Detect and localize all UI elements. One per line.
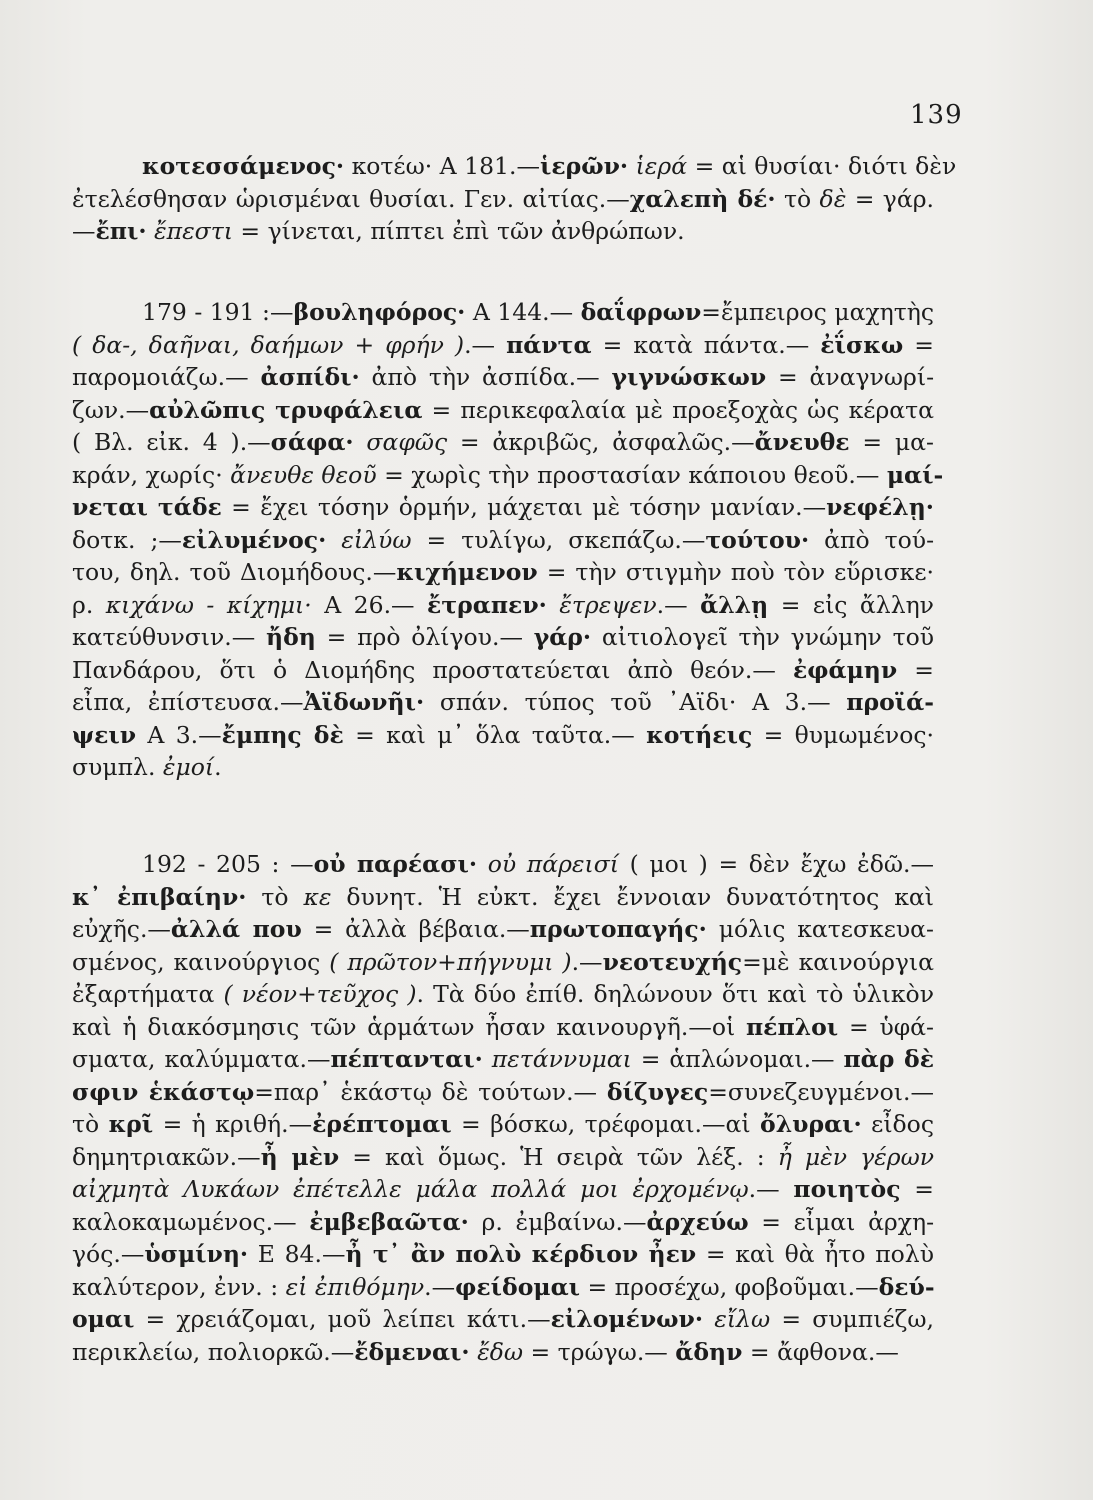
gloss-paragraph-2 [72, 296, 944, 784]
gloss-text: Α 26.— [311, 590, 428, 619]
headword: ποιητὸς [793, 1175, 901, 1203]
headword: Ἀϊδωνῆι· [303, 688, 425, 716]
italic-term: ἔπεστι [146, 217, 233, 245]
headword: ἦ μὲν [260, 1142, 340, 1171]
gloss-text: = [897, 655, 934, 684]
headword: δεύ- [878, 1272, 935, 1301]
text-line [72, 913, 934, 946]
headword: ἄλλῃ [700, 590, 769, 619]
gloss-text: ( Βλ. εἰκ. 4 ).— [72, 428, 271, 456]
gloss-text: παρομοιάζω.— [72, 363, 261, 391]
gloss-text: = περικεφαλαία μὲ προεξοχὰς ὡς κέρατα [422, 395, 935, 424]
gloss-text: = καὶ μ᾿ ὅλα ταῦτα.— [343, 720, 647, 749]
gloss-text: δημητριακῶν.— [72, 1142, 261, 1171]
headword: δίζυγες [606, 1077, 709, 1106]
gloss-text: ἐτελέσθησαν ὡρισμέναι θυσίαι. Γεν. αἰτίας.— [72, 184, 630, 213]
gloss-text: τὸ [775, 184, 820, 213]
gloss-text: Α 3.— [136, 720, 222, 749]
headword: γιγνώσκων [611, 363, 767, 391]
gloss-text: = ἔχει τόσην ὁρμήν, μάχεται μὲ τόσην μανίαν.— [221, 493, 827, 521]
headword: βουληφόρος· [293, 298, 466, 326]
text-line [72, 394, 934, 427]
gloss-text: .— [748, 1175, 794, 1203]
text-line [72, 1238, 934, 1271]
headword: ἐφάμην [792, 655, 898, 684]
italic-term: αἰχμητὰ Λυκάων ἐπέτελλε μάλα πολλά μοι ἐρχομένῳ [72, 1175, 749, 1203]
page-number: 139 [910, 100, 963, 130]
gloss-text: = ἀκριβῶς, ἀσφαλῶς.— [447, 428, 755, 456]
headword: νεφέλῃ· [826, 493, 934, 521]
text-line [72, 459, 944, 492]
text-line [72, 524, 934, 557]
gloss-text: περικλείω, πολιορκῶ.— [72, 1337, 355, 1366]
gloss-text: δοτκ. ;— [72, 525, 182, 554]
gloss-text: 192 - 205 : — [142, 850, 314, 878]
headword: τούτου· [705, 525, 810, 554]
italic-term: ( πρῶτον+πήγνυμι ) [329, 947, 572, 976]
text-line [72, 1303, 934, 1336]
headword: ἐμβεβαῶτα· [309, 1207, 469, 1236]
gloss-text: σπάν. τύπος τοῦ ᾿Αϊδι· Α 3.— [424, 688, 847, 716]
gloss-text: = καὶ ὅμως. Ἡ σειρὰ τῶν λέξ. : [339, 1142, 778, 1171]
gloss-text: = τρώγω.— [523, 1337, 676, 1366]
text-line [72, 296, 934, 329]
headword: ἔδμεναι· [354, 1337, 470, 1366]
gloss-text: =ἔμπειρος μαχητὴς [701, 298, 935, 326]
gloss-text: = γίνεται, πίπτει ἐπὶ τῶν ἀνθρώπων. [232, 217, 685, 245]
text-line [72, 361, 934, 394]
gloss-text: κράν, χωρίς· [72, 460, 231, 489]
gloss-text: = καὶ θὰ ἦτο πολὺ [696, 1240, 934, 1268]
gloss-text: γός.— [72, 1240, 145, 1268]
italic-term: κιχάνω - κίχημι· [105, 590, 312, 619]
gloss-text: = τυλίγω, σκεπάζω.— [411, 525, 706, 554]
gloss-text: = κατὰ πάντα.— [591, 330, 821, 359]
gloss-text: καλοκαμωμένος.— [72, 1207, 310, 1236]
gloss-text: ρ. ἐμβαίνω.— [468, 1207, 647, 1236]
headword: σάφα· [270, 428, 354, 456]
gloss-text: Α 144.— [465, 298, 581, 326]
gloss-text: = χρειάζομαι, μοῦ λείπει κάτι.— [134, 1305, 551, 1333]
headword: πέπτανται· [330, 1045, 483, 1073]
text-line [72, 719, 934, 752]
gloss-text: = εἶμαι ἀρχη- [748, 1207, 935, 1236]
gloss-text: = χωρὶς τὴν προστασίαν κάποιου θεοῦ.— [376, 460, 887, 489]
gloss-text: εἶπα, ἐπίστευσα.— [72, 688, 304, 716]
text-line [72, 215, 934, 248]
gloss-text: Πανδάρου, ὅτι ὁ Διομήδης προστατεύεται ἀπὸ θεόν.— [72, 655, 793, 684]
italic-term: δὲ [819, 184, 847, 213]
gloss-text: τὸ [72, 1110, 109, 1138]
gloss-text: Ε 84.— [248, 1240, 346, 1268]
italic-term: ἔτρεψεν [546, 590, 657, 619]
headword: ἄδην [675, 1337, 743, 1366]
headword: πρωτοπαγής· [529, 915, 707, 943]
gloss-text: = αἱ θυσίαι· διότι δὲν [687, 152, 957, 180]
headword: κοτεσσάμενος· [142, 152, 345, 180]
text-line [72, 329, 934, 362]
italic-term: σαφῶς [353, 428, 448, 456]
gloss-text: = πρὸ ὀλίγου.— [315, 623, 534, 651]
gloss-text: εἶδος [861, 1110, 934, 1138]
text-line [72, 1043, 934, 1076]
text-line [72, 556, 934, 589]
headword: ἀρχεύω [646, 1207, 749, 1236]
gloss-paragraph-1 [72, 150, 957, 248]
italic-term: ( νέον+τεῦχος ) [223, 980, 417, 1008]
gloss-text: αἰτιολογεῖ τὴν γνώμην τοῦ [591, 623, 934, 651]
text-line [72, 1141, 934, 1174]
headword: κοτήεις [646, 720, 753, 749]
gloss-text: .— [424, 1272, 456, 1301]
headword: νεοτευχής [602, 947, 743, 976]
gloss-text: = [900, 1175, 934, 1203]
headword: αὐλῶπις τρυφάλεια [149, 395, 423, 424]
text-line [72, 1271, 934, 1304]
headword: νεται τάδε [72, 493, 222, 521]
text-line [72, 426, 934, 459]
gloss-text: = τὴν στιγμὴν ποὺ τὸν εὕρισκε· [537, 558, 934, 586]
gloss-text: = ἡ κριθή.— [153, 1110, 313, 1138]
gloss-text: = θυμωμένος· [752, 720, 934, 749]
gloss-text: 179 - 191 :— [142, 298, 294, 326]
gloss-text: = προσέχω, φοβοῦμαι.— [580, 1272, 879, 1301]
gloss-text: σμένος, καινούργιος [72, 947, 330, 976]
gloss-text: τὸ [246, 882, 304, 911]
gloss-text: = ὑφά- [838, 1012, 934, 1041]
italic-term: ἱερά [628, 152, 688, 180]
text-line [72, 686, 934, 719]
headword: κ᾿ ἐπιβαίην· [72, 882, 247, 911]
headword: ἔπι· [95, 217, 147, 245]
gloss-paragraph-3 [72, 848, 934, 1368]
italic-term: οὐ πάρεισί [477, 850, 619, 878]
headword: ἀλλά που [170, 915, 302, 943]
gloss-text: ἀπὸ τού- [809, 525, 935, 554]
italic-term: ἔδω [469, 1337, 524, 1366]
text-line [72, 1076, 934, 1109]
text-line [72, 150, 957, 183]
text-line [72, 1336, 934, 1369]
headword: δαΐφρων [580, 298, 702, 326]
gloss-text: εὐχῆς.— [72, 915, 171, 943]
gloss-text: .— [656, 590, 701, 619]
headword: χαλεπὴ δέ· [629, 184, 776, 213]
gloss-text: καὶ ἡ διακόσμησις τῶν ἁρμάτων ἦσαν καινουργῆ.—οἱ [72, 1012, 746, 1041]
gloss-text: =παρ᾿ ἑκάστῳ δὲ τούτων.— [254, 1077, 607, 1106]
gloss-text: = βόσκω, τρέφομαι.—αἱ [451, 1110, 761, 1138]
headword: σφιν ἑκάστῳ [72, 1077, 255, 1106]
headword: εἰλομένων· [550, 1305, 704, 1333]
headword: ομαι [72, 1305, 135, 1333]
headword: ὑσμίνη· [144, 1240, 249, 1268]
headword: πὰρ δὲ [843, 1045, 934, 1073]
gloss-text: συμπλ. [72, 753, 163, 781]
gloss-text: κοτέω· Α 181.— [344, 152, 540, 180]
headword: ἔμπης δὲ [221, 720, 344, 749]
gloss-text: = μα- [849, 428, 934, 456]
gloss-text: ( μοι ) = δὲν ἔχω ἐδῶ.— [618, 850, 934, 878]
headword: ἄνευθε [754, 428, 850, 456]
gloss-text: . Τὰ δύο ἐπίθ. δηλώνουν ὅτι καὶ τὸ ὑλικὸν [416, 980, 934, 1008]
gloss-text: σματα, καλύμματα.— [72, 1045, 331, 1073]
headword: ἦ τ᾿ ἂν πολὺ κέρδιον ἦεν [345, 1240, 697, 1268]
text-line [72, 621, 934, 654]
headword: ἔτραπεν· [427, 590, 547, 619]
italic-term: ἦ μὲν γέρων [777, 1142, 935, 1171]
headword: ἤδη [266, 623, 316, 651]
gloss-text: .— [571, 947, 603, 976]
gloss-text: δυνητ. Ἡ εὐκτ. ἔχει ἔννοιαν δυνατότητος καὶ [331, 882, 934, 911]
italic-term: ( δα-, δαῆναι, δαήμων + φρήν ) [72, 330, 465, 359]
headword: ἱερῶν· [539, 152, 629, 180]
text-line [72, 881, 934, 914]
headword: εἰλυμένος· [181, 525, 327, 554]
italic-term: κε [303, 882, 332, 911]
gloss-text: ἀπὸ τὴν ἀσπίδα.— [359, 363, 612, 391]
headword: γάρ· [533, 623, 592, 651]
text-line [72, 978, 934, 1011]
headword: ψειν [72, 720, 137, 749]
text-line [72, 491, 934, 524]
gloss-text: μόλις κατεσκευα- [706, 915, 934, 943]
gloss-text: ρ. [72, 590, 106, 619]
text-line [72, 1108, 934, 1141]
italic-term: εἴλω [703, 1305, 771, 1333]
headword: πάντα [506, 330, 592, 359]
headword: ὄλυραι· [760, 1110, 862, 1138]
text-line [72, 848, 934, 881]
italic-term: ἐμοί [162, 753, 215, 781]
gloss-text: =μὲ καινούργια [742, 947, 935, 976]
gloss-text: = ἀναγνωρί- [766, 363, 935, 391]
gloss-text: = ἄφθονα.— [742, 1337, 899, 1366]
gloss-text: ἐξαρτήματα [72, 980, 224, 1008]
headword: ἀσπίδι· [260, 363, 360, 391]
italic-term: πετάννυμαι [482, 1045, 632, 1073]
gloss-text: — [72, 217, 96, 245]
text-line [72, 751, 934, 784]
gloss-text: = ἁπλώνομαι.— [631, 1045, 844, 1073]
gloss-text: του, δηλ. τοῦ Διομήδους.— [72, 558, 397, 586]
headword: οὐ παρέασι· [313, 850, 478, 878]
headword: κιχήμενον [396, 558, 538, 586]
headword: μαί- [886, 460, 944, 489]
gloss-text: = γάρ. [846, 184, 934, 213]
italic-term: εἰ ἐπιθόμην [285, 1272, 425, 1301]
gloss-text: = [903, 330, 934, 359]
gloss-text: . [214, 753, 222, 781]
gloss-text: καλύτερον, ἐνν. : [72, 1272, 286, 1301]
italic-term: ἄνευθε θεοῦ [230, 460, 377, 489]
text-line [72, 946, 934, 979]
gloss-text: .— [464, 330, 507, 359]
gloss-text: = εἰς ἄλλην [768, 590, 934, 619]
gloss-text: =συνεζευγμένοι.— [708, 1077, 934, 1106]
gloss-text: = συμπιέζω, [770, 1305, 934, 1333]
headword: ἐρέπτομαι [312, 1110, 452, 1138]
text-line [72, 1206, 934, 1239]
headword: φείδομαι [455, 1272, 581, 1301]
gloss-text: = ἀλλὰ βέβαια.— [301, 915, 530, 943]
headword: πέπλοι [745, 1012, 839, 1041]
headword: προϊά- [846, 688, 934, 716]
text-line [72, 654, 934, 687]
gloss-text: ζων.— [72, 395, 150, 424]
gloss-text: κατεύθυνσιν.— [72, 623, 267, 651]
text-line [72, 183, 934, 216]
text-line [72, 1011, 934, 1044]
text-line [72, 589, 934, 622]
headword: κρῖ [108, 1110, 154, 1138]
headword: ἐΐσκω [820, 330, 904, 359]
italic-term: εἰλύω [326, 525, 412, 554]
text-line [72, 1173, 934, 1206]
